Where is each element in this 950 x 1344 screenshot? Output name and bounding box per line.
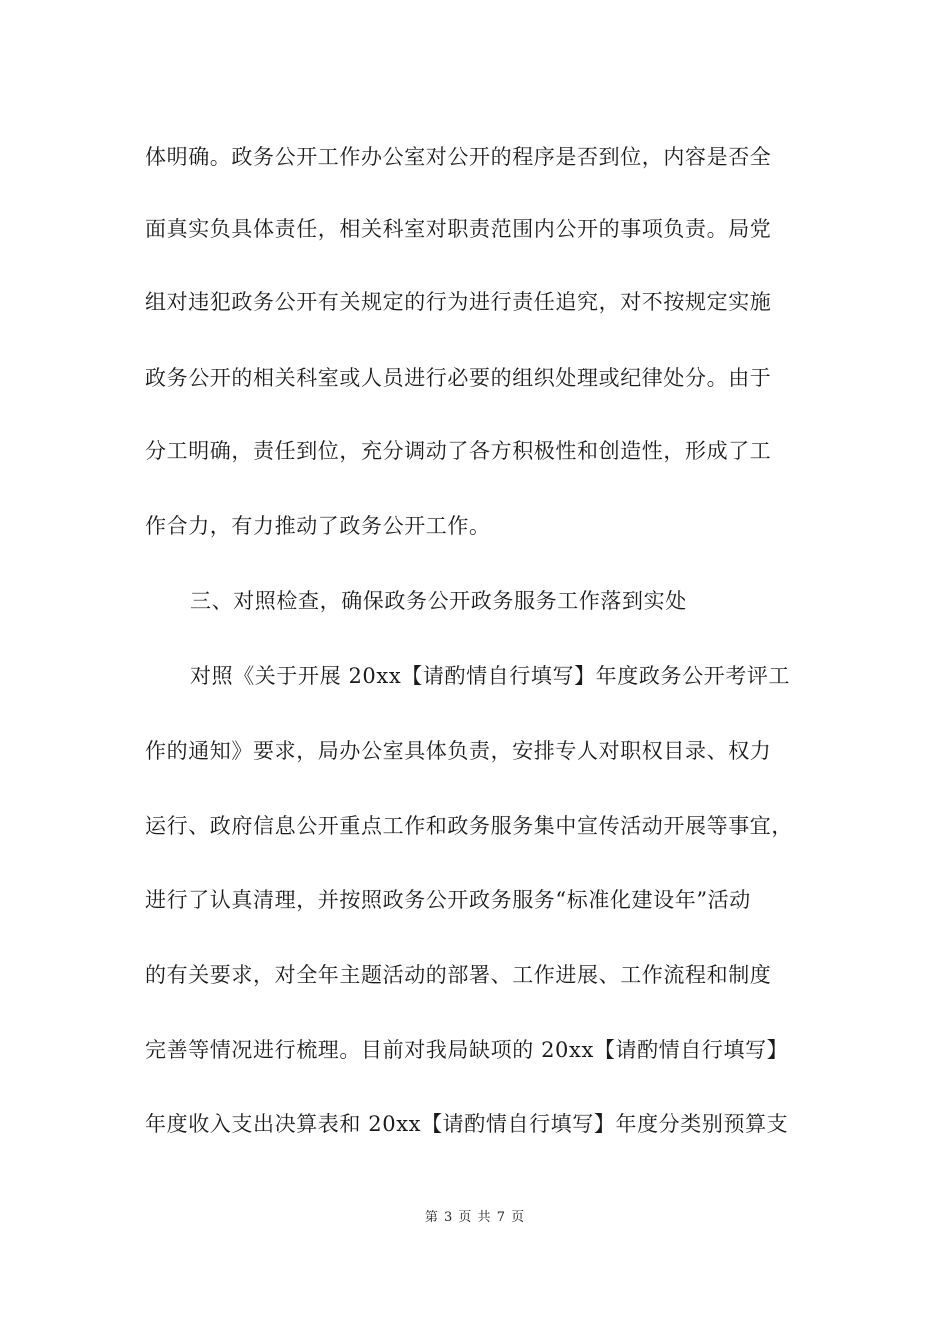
text-line: 进行了认真清理，并按照政务公开政务服务“标准化建设年”活动 bbox=[145, 888, 751, 912]
text-line: 的有关要求，对全年主题活动的部署、工作进展、工作流程和制度 bbox=[145, 963, 772, 987]
text-line: 分工明确，责任到位，充分调动了各方积极性和创造性，形成了工 bbox=[145, 439, 772, 463]
text-line: 体明确。政务公开工作办公室对公开的程序是否到位，内容是否全 bbox=[145, 145, 772, 169]
text-line: 完善等情况进行梳理。目前对我局缺项的 20xx【请酌情自行填写】 bbox=[145, 1038, 789, 1062]
text-line: 年度收入支出决算表和 20xx【请酌情自行填写】年度分类别预算支 bbox=[145, 1112, 789, 1136]
text-line: 组对违犯政务公开有关规定的行为进行责任追究，对不按规定实施 bbox=[145, 290, 772, 314]
text-line: 运行、政府信息公开重点工作和政务服务集中宣传活动开展等事宜， bbox=[145, 814, 793, 838]
text-line: 面真实负具体责任，相关科室对职责范围内公开的事项负责。局党 bbox=[145, 217, 772, 241]
text-line: 作合力，有力推动了政务公开工作。 bbox=[145, 514, 491, 538]
text-line: 作的通知》要求，局办公室具体负责，安排专人对职权目录、权力 bbox=[145, 739, 772, 763]
section-heading: 三、对照检查，确保政务公开政务服务工作落到实处 bbox=[190, 589, 687, 613]
text-line: 政务公开的相关科室或人员进行必要的组织处理或纪律处分。由于 bbox=[145, 366, 772, 390]
page-number-footer: 第 3 页 共 7 页 bbox=[424, 1210, 526, 1225]
text-line: 对照《关于开展 20xx【请酌情自行填写】年度政务公开考评工 bbox=[190, 664, 791, 688]
